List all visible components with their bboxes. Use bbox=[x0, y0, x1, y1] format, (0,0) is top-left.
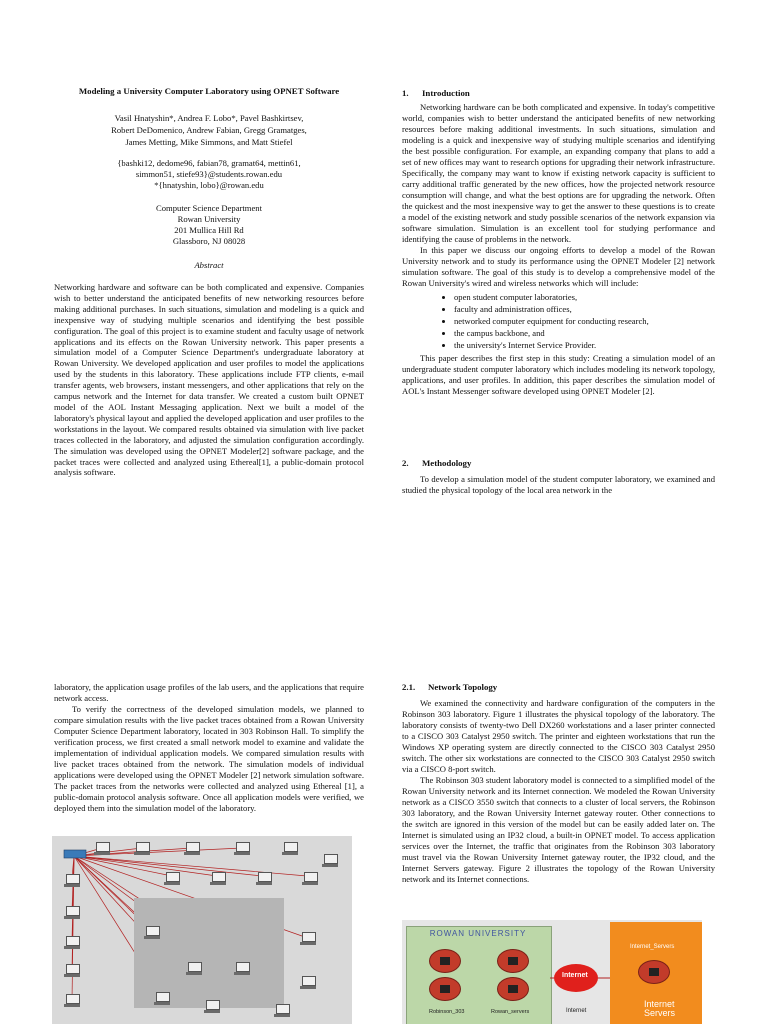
affiliation-line: Computer Science Department bbox=[156, 203, 262, 213]
workstation-icon bbox=[184, 842, 200, 854]
section-1-body bbox=[402, 102, 715, 397]
workstation-icon bbox=[144, 926, 160, 938]
paragraph: laboratory, the application usage profiles of the lab users, and the applications that require network access. bbox=[54, 682, 364, 703]
workstation-icon bbox=[94, 842, 110, 854]
workstation-icon bbox=[300, 932, 316, 944]
workstation-icon bbox=[186, 962, 202, 974]
paragraph: We examined the connectivity and hardware configuration of the computers in the Robinson 303 laboratory. Figure 1 illustrates the physical topology of the laboratory. The laboratory consists of twenty-two Dell DX260 workstations and a laser printer connected to a CISCO 303 Catalyst 2950 switch. The printer and eighteen workstations that run the Windows XP operating system are directly connected to the CISCO 303 Catalyst 2950 switch. The other six workstations are connected to the CISCO 303 Catalyst 2950 switch via a CISCO 8-port switch. bbox=[402, 698, 715, 774]
node-caption: Robinson_303 bbox=[429, 1009, 465, 1015]
section-title: Methodology bbox=[422, 458, 472, 468]
internet-servers-label: Internet Servers bbox=[644, 999, 676, 1018]
workstation-icon bbox=[256, 872, 272, 884]
section-number: 1. bbox=[402, 88, 409, 98]
abstract-heading: Abstract bbox=[194, 260, 224, 270]
section-title: Network Topology bbox=[428, 682, 498, 692]
list-item: • the university's Internet Service Provider. bbox=[454, 339, 715, 351]
section-2-1-body bbox=[402, 698, 715, 885]
workstation-icon bbox=[64, 936, 80, 948]
internet-caption: Internet bbox=[566, 1008, 587, 1014]
affiliation bbox=[54, 203, 364, 247]
internet-servers-title: Internet_Servers bbox=[630, 944, 675, 950]
methodology-continued bbox=[54, 682, 364, 814]
list-item: • open student computer laboratories, bbox=[454, 291, 715, 303]
email-line: {bashki12, dedome96, fabian78, gramat64, mettin61, bbox=[117, 158, 301, 168]
workstation-icon bbox=[64, 906, 80, 918]
list-item: • faculty and administration offices, bbox=[454, 303, 715, 315]
workstation-icon bbox=[64, 994, 80, 1006]
paragraph: In this paper we discuss our ongoing efforts to develop a model of the Rowan University network and to study its performance using the OPNET Modeler [2] network simulation software. The goal of this study is to develop a comprehensive model of the Rowan University's wired and wireless networks which will include: bbox=[402, 245, 715, 288]
email-line: *{hnatyshin, lobo}@rowan.edu bbox=[154, 180, 264, 190]
paragraph: To develop a simulation model of the student computer laboratory, we examined and studied the physical topology of the local area network in the bbox=[402, 474, 715, 495]
workstation-icon bbox=[154, 992, 170, 1004]
figure-1-lab-topology bbox=[52, 836, 352, 1024]
author-list bbox=[54, 112, 364, 148]
author-line: Robert DeDomenico, Andrew Fabian, Gregg Gramatges, bbox=[111, 125, 307, 135]
abstract-text: Networking hardware and software can be both complicated and expensive. Companies wish to better understand the anticipated benefits of new networking resources before making additional purchases. In such situations, simulation and modeling is a quick and inexpensive way of studying multiple scenarios and identifying the best possible configuration. The goal of this project is to examine student and faculty usage of network applications and its effects on the Rowan University network. This paper presents a simulation model of a Computer Science Department's undergraduate laboratory at Rowan University. We developed application and user profiles to model the applications used by the students in this laboratory. These applications include FTP clients, e-mail transfer agents, web browsers, instant messengers, and other applications that rely on the campus network and the Internet for data transfer. We created a custom built OPNET model of the AOL Instant Messaging application. Next we built a model of the laboratory's physical layout and applied the developed application and user profiles to the workstations in the layout. We compared results obtained via simulation with live packet traces collected in the laboratory, and adjusted the simulation configuration accordingly. The simulation was developed using the OPNET Modeler[2] software package, and the packet traces were collected and analyzed using Ethereal[1], a public-domain protocol analysis software. bbox=[54, 282, 364, 478]
affiliation-line: Rowan University bbox=[177, 214, 241, 224]
author-line: James Metting, Mike Simmons, and Matt Stiefel bbox=[125, 137, 293, 147]
workstation-icon bbox=[300, 976, 316, 988]
affiliation-line: 201 Mullica Hill Rd bbox=[174, 225, 244, 235]
affiliation-line: Glassboro, NJ 08028 bbox=[172, 236, 246, 246]
internet-cloud-label: Internet bbox=[562, 972, 588, 979]
paragraph: This paper describes the first step in this study: Creating a simulation model of an undergraduate student computer laboratory which includes modeling its network topology, applications, and user profiles. In addition, this paper describes the simulation model of AOL's Instant Messenger software developed using OPNET Modeler [2]. bbox=[402, 353, 715, 396]
email-line: simmon51, stiefe93}@students.rowan.edu bbox=[135, 169, 283, 179]
rowan-university-label: ROWAN UNIVERSITY bbox=[429, 929, 527, 938]
email-list bbox=[54, 158, 364, 191]
workstation-icon bbox=[64, 964, 80, 976]
section-2-1-heading bbox=[402, 682, 497, 692]
node-caption: Rowan_servers bbox=[491, 1009, 530, 1015]
paper-title: Modeling a University Computer Laboratory using OPNET Software bbox=[78, 86, 340, 96]
workstation-icon bbox=[210, 872, 226, 884]
section-number: 2. bbox=[402, 458, 409, 468]
figure-2-rowan-network bbox=[402, 920, 702, 1024]
workstation-icon bbox=[234, 962, 250, 974]
workstation-icon bbox=[274, 1004, 290, 1016]
paragraph: The Robinson 303 student laboratory model is connected to a simplified model of the Rowan University network and its Internet connection. We modeled the Rowan University network as a CISCO 3550 switch that connects to a cluster of local servers, the Robinson 303 laboratory, and the Rowan University Internet gateway router. Other connections to the switch are ignored in this version of the model but can be easily added later on. The Internet is simulated using an IP32 cloud, a built-in OPNET model. To access application services over the Internet, the traffic that originates from the Robinson 303 laboratory must travel via the Rowan University Internet gateway router, the IP32 cloud, and the Internet Servers gateway. Figure 2 illustrates the topology of the Rowan University network and its Internet connections. bbox=[402, 775, 715, 884]
workstation-icon bbox=[64, 874, 80, 886]
section-1-heading bbox=[402, 88, 470, 98]
workstation-icon bbox=[282, 842, 298, 854]
bullet-list bbox=[402, 291, 715, 351]
workstation-icon bbox=[234, 842, 250, 854]
workstation-icon bbox=[302, 872, 318, 884]
internet-servers-area bbox=[610, 922, 702, 1024]
paragraph: To verify the correctness of the developed simulation models, we planned to compare simulation results with the live packet traces obtained from a Rowan University Computer Science Department laboratory, located in 303 Robinson Hall. To simplify the verification process, we first created a small network model to examine and validate the implementation of individual application models. We compared simulation results with live packet traces obtained from the network. The simulation models of individual applications were developed using the OPNET Modeler [2] network simulation software. The packet traces from the networks were collected and analyzed using Ethereal [1], a public-domain protocol analysis software. Once all application models were verified, we deployed them into the simulation model of the laboratory. bbox=[54, 704, 364, 813]
section-2-heading bbox=[402, 458, 471, 468]
section-number: 2.1. bbox=[402, 682, 416, 692]
workstation-icon bbox=[134, 842, 150, 854]
paragraph: Networking hardware can be both complicated and expensive. In today's competitive world, companies wish to better understand the anticipated benefits of new networking resources before making additional investments. In such situations, simulation and modeling is a quick and inexpensive way of studying multiple scenarios and identifying the best possible configuration. For example, an expanding company that plans to add a set of new offices may want to research options for upgrading their network infrastructure. Specifically, the company may want to know if existing network capacity is sufficient to carry additional traffic generated by the new offices, how the projected network resource consumption will change, and what the best options are for upgrading the network. Often the quickest and the most inexpensive way to get the answer to these questions is to create a model of the existing network and study possible scenarios of the network expansion via software simulation. Simulation is an excellent tool for studying performance and identifying the cause of problems in the network. bbox=[402, 102, 715, 244]
list-item: • the campus backbone, and bbox=[454, 327, 715, 339]
network-node-icon bbox=[638, 960, 670, 984]
workstation-icon bbox=[204, 1000, 220, 1012]
section-title: Introduction bbox=[422, 88, 470, 98]
list-item: • networked computer equipment for conducting research, bbox=[454, 315, 715, 327]
workstation-icon bbox=[322, 854, 338, 866]
section-2-body bbox=[402, 474, 715, 496]
workstation-icon bbox=[164, 872, 180, 884]
author-line: Vasil Hnatyshin*, Andrea F. Lobo*, Pavel Bashkirtsev, bbox=[114, 113, 304, 123]
